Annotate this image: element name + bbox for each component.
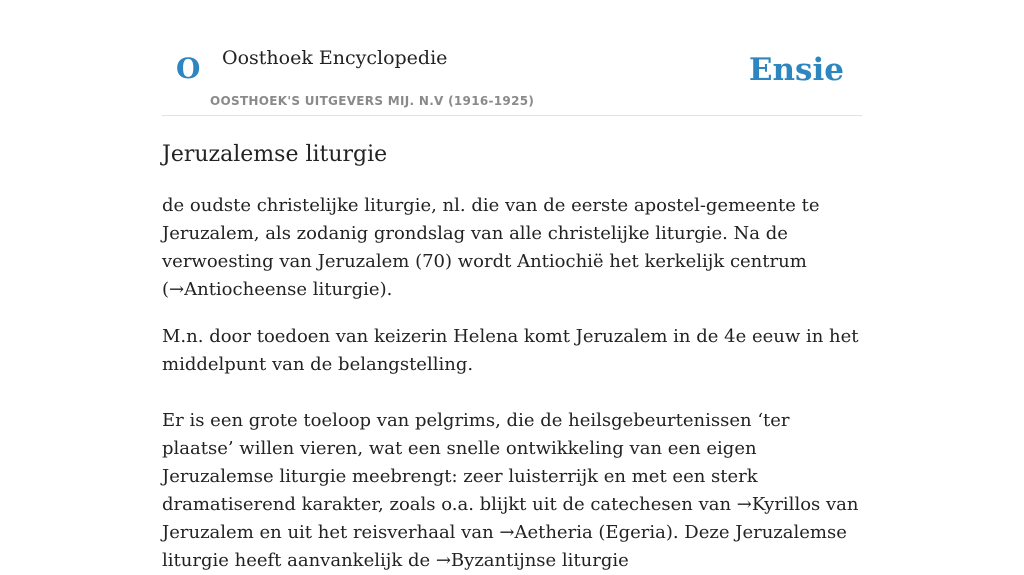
article-paragraph: de oudste christelijke liturgie, nl. die van de eerste apostel-gemeente te Jeruzalem, als zodanig grondslag van alle christelijke liturgie. Na de verwoesting van Jeruzalem (70) wordt Antiochië het kerkelijk centrum (→Antiocheense liturgie). [162, 195, 820, 300]
source-logo-mark[interactable]: O [176, 52, 201, 85]
article-paragraph: M.n. door toedoen van keizerin Helena komt Jeruzalem in de 4e eeuw in het middelpunt van de belangstelling. [162, 326, 859, 375]
paragraph-spacer [162, 379, 862, 407]
article-paragraph: Er is een grote toeloop van pelgrims, die de heilsgebeurtenissen ‘ter plaatse’ willen vieren, wat een snelle ontwikkeling van een eigen Jeruzalemse liturgie meebrengt: zeer luisterrijk en met een sterk dramatiserend karakter, zoals o.a. blijkt uit de catechesen van →Kyrillos van Jeruzalem en uit het reisverhaal van →Aetheria (Egeria). Deze Jeruzalemse liturgie heeft aanvankelijk de →Byzantijnse liturgie [162, 410, 859, 571]
article-body [162, 192, 862, 575]
ensie-logo[interactable]: Ensie [748, 52, 844, 88]
article-title: Jeruzalemse liturgie [162, 142, 388, 167]
source-header [162, 0, 862, 116]
source-subtitle: OOSTHOEK'S UITGEVERS MIJ. N.V (1916-1925) [210, 94, 535, 108]
source-title[interactable]: Oosthoek Encyclopedie [222, 47, 448, 69]
page-container [162, 0, 862, 571]
